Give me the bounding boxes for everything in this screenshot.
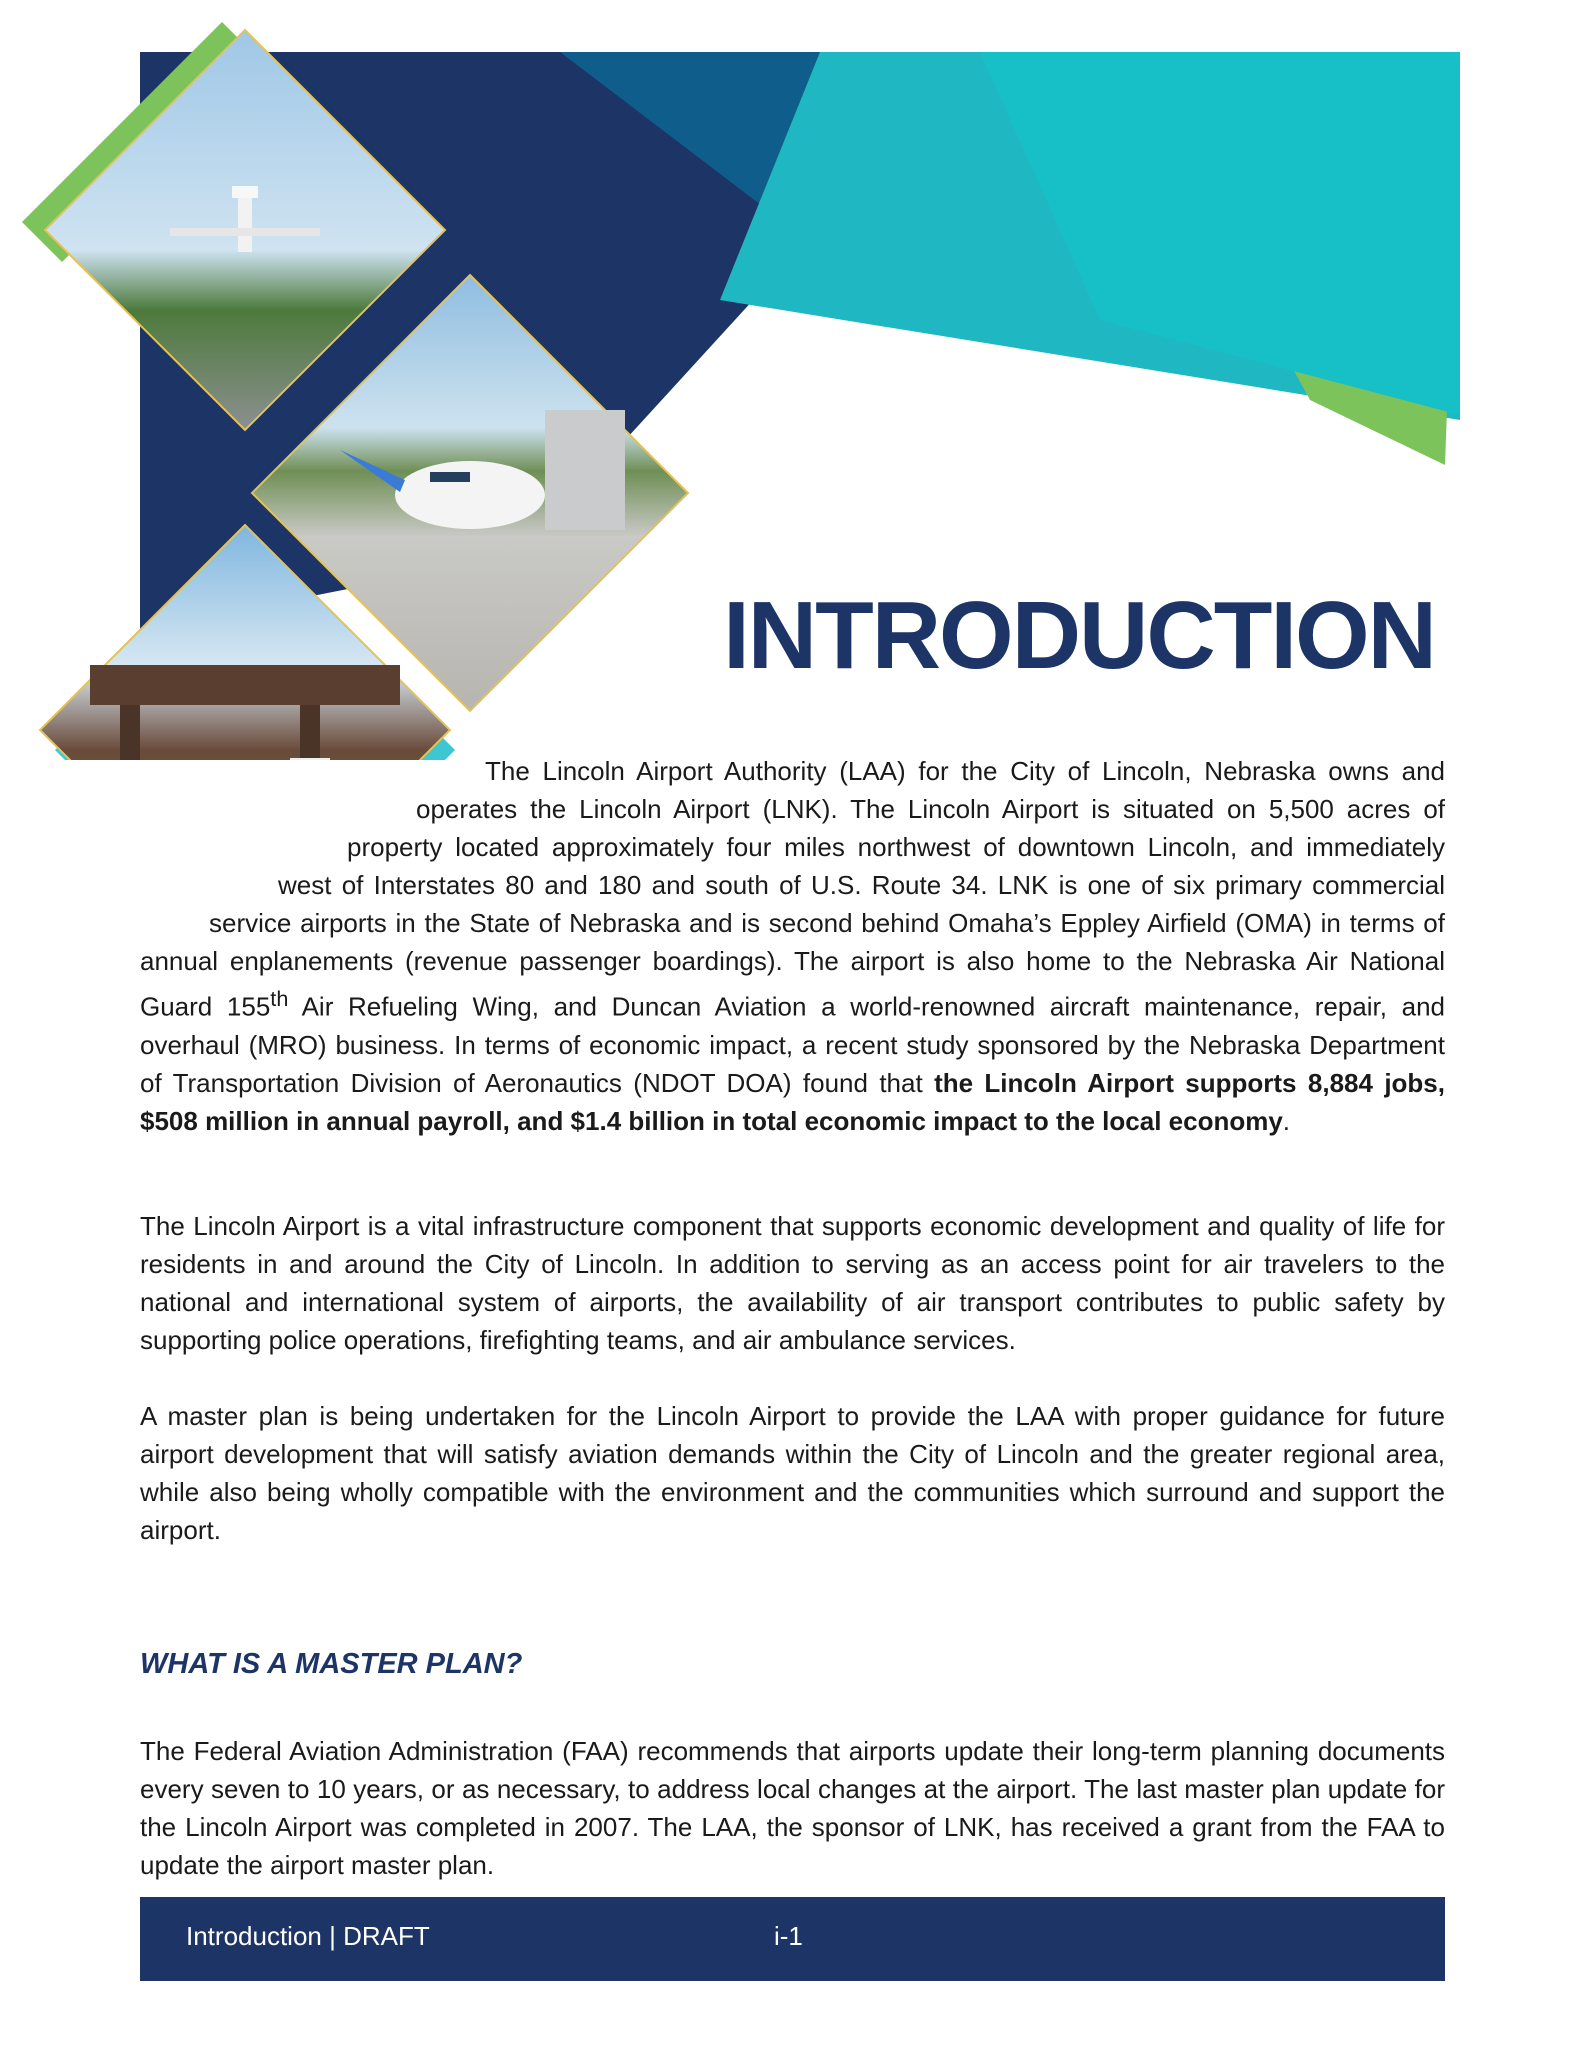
page-number: i-1 <box>774 1921 803 1951</box>
intro-paragraph-1 <box>140 752 1445 1140</box>
economic-impact-highlight: the Lincoln Airport supports 8,884 jobs, $508 million in annual payroll, and $1.4 billion in total economic impact to the local economy <box>140 1067 1445 1136</box>
intro-paragraph-3: A master plan is being undertaken for the Lincoln Airport to provide the LAA with proper guidance for future airport development that will satisfy aviation demands within the City of Lincoln and the greater regional area, while also being wholly compatible with the environment and the communities which surround and support the airport. <box>140 1401 1445 1545</box>
intro-text-2: Air Refueling Wing, and Duncan Aviation a world-renowned aircraft maintenance, repair, and overhaul (MRO) business. In terms of economic impact, a recent study sponsored by the Nebraska Department of Transportation Division of Aeronautics (NDOT DOA) found that <box>140 991 1445 1098</box>
master-plan-paragraph: The Federal Aviation Administration (FAA) recommends that airports update their long-term planning documents every seven to 10 years, or as necessary, to address local changes at the airport. The last master plan update for the Lincoln Airport was completed in 2007. The LAA, the sponsor of LNK, has received a grant from the FAA to update the airport master plan. <box>140 1736 1445 1880</box>
page-footer <box>140 1897 1445 1981</box>
section-heading: WHAT IS A MASTER PLAN? <box>140 1648 523 1680</box>
footer-label: Introduction | DRAFT <box>186 1921 430 1951</box>
intro-text-1: The Lincoln Airport Authority (LAA) for the City of Lincoln, Nebraska owns and operates the Lincoln Airport (LNK). The Lincoln Airport is situated on 5,500 acres of property located approximately four miles northwest of downtown Lincoln, and immediately west of Interstates 80 and 180 and south of U.S. Route 34. LNK is one of six primary commercial service airports in the State of Nebraska and is second behind Omaha’s Eppley Airfield (OMA) in terms of annual enplanements (revenue passenger boardings). The airport is also home to the Nebraska Air National Guard 155 <box>140 756 1445 1022</box>
intro-text-end: . <box>1282 1105 1291 1136</box>
page-title: INTRODUCTION <box>723 582 1435 689</box>
superscript-th: th <box>270 986 289 1011</box>
intro-paragraph-2: The Lincoln Airport is a vital infrastructure component that supports economic development and quality of life for residents in and around the City of Lincoln. In addition to serving as an access point for air travelers to the national and international system of airports, the availability of air transport contributes to public safety by supporting police operations, firefighting teams, and air ambulance services. <box>140 1211 1445 1355</box>
